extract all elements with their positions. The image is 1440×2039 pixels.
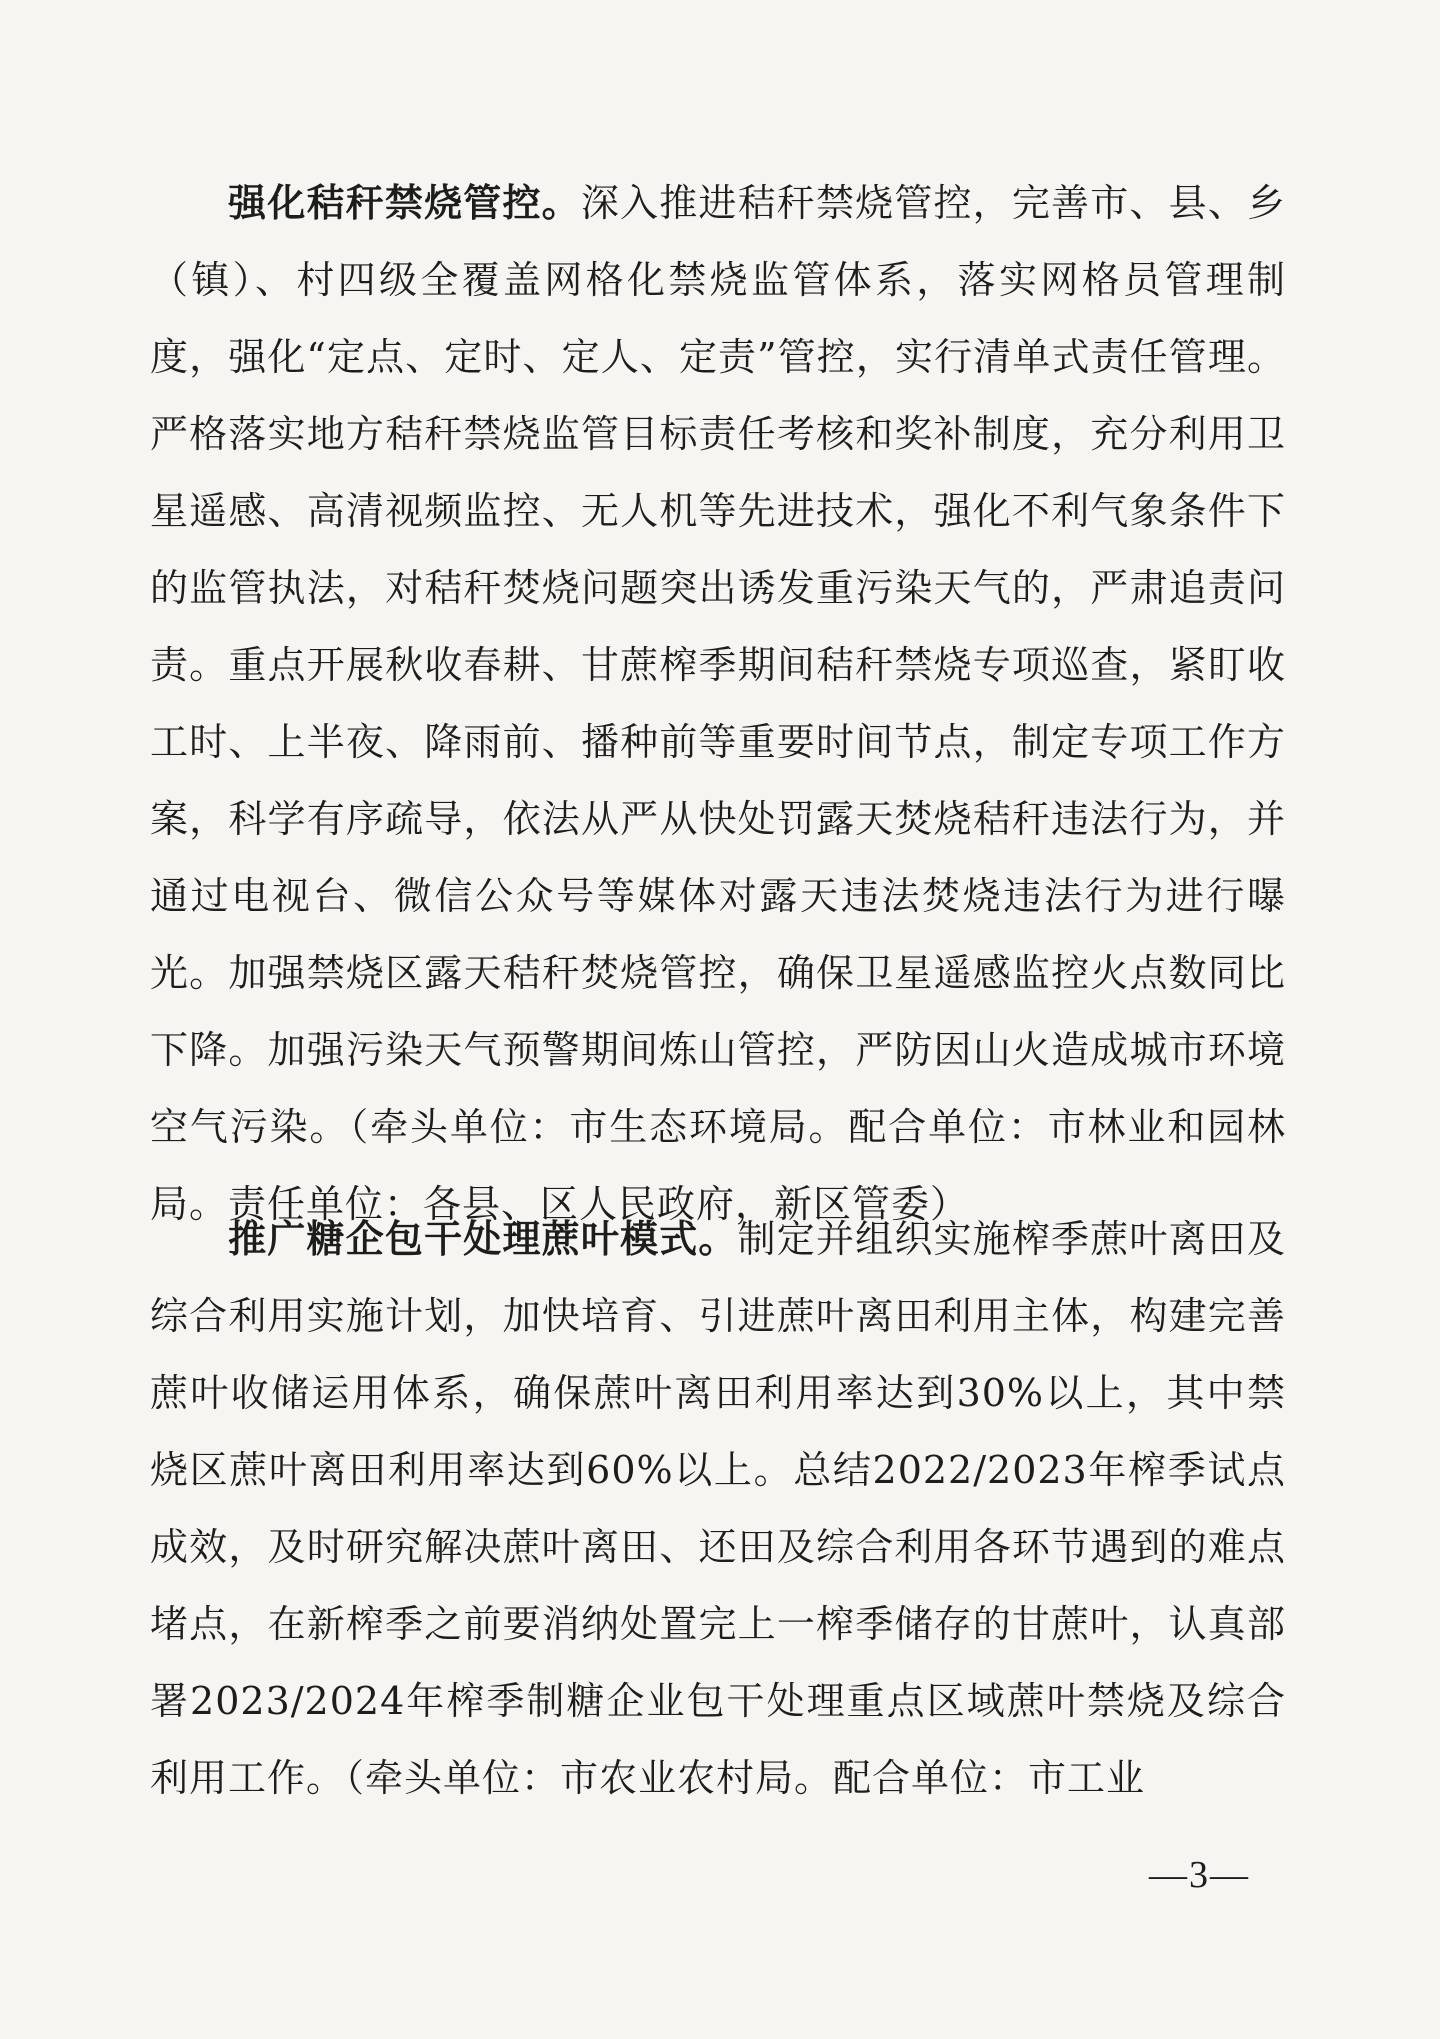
paragraph-body: 深入推进秸秆禁烧管控，完善市、县、乡（镇）、村四级全覆盖网格化禁烧监管体系，落实网格员管理制度，强化“定点、定时、定人、定责”管控，实行清单式责任管理。严格落实地方秸秆禁烧监管目标责任考核和奖补制度，充分利用卫星遥感、高清视频监控、无人机等先进技术，强化不利气象条件下的监管执法，对秸秆焚烧问题突出诱发重污染天气的，严肃追责问责。重点开展秋收春耕、甘蔗榨季期间秸秆禁烧专项巡查，紧盯收工时、上半夜、降雨前、播种前等重要时间节点，制定专项工作方案，科学有序疏导，依法从严从快处罚露天焚烧秸秆违法行为，并通过电视台、微信公众号等媒体对露天违法焚烧违法行为进行曝光。加强禁烧区露天秸秆焚烧管控，确保卫星遥感监控火点数同比下降。加强污染天气预警期间炼山管控，严防因山火造成城市环境空气污染。 (150, 181, 1286, 1149)
responsible-units-note: （牵头单位：市农业农村局。配合单位：市工业 (345, 1756, 1146, 1800)
paragraph-straw-burning-control (150, 165, 1286, 1243)
page-number: —3— (1149, 1854, 1250, 1896)
responsible-units-note: （牵头单位：市生态环境局。配合单位：市林业和园林局。责任单位：各县、区人民政府，新区管委） (150, 1105, 1286, 1226)
paragraph-sugarcane-leaf-model (150, 1201, 1286, 1817)
paragraph-body: 制定并组织实施榨季蔗叶离田及综合利用实施计划，加快培育、引进蔗叶离田利用主体，构建完善蔗叶收储运用体系，确保蔗叶离田利用率达到30%以上，其中禁烧区蔗叶离田利用率达到60%以上。总结2022/2023年榨季试点成效，及时研究解决蔗叶离田、还田及综合利用各环节遇到的难点堵点，在新榨季之前要消纳处置完上一榨季储存的甘蔗叶，认真部署2023/2024年榨季制糖企业包干处理重点区域蔗叶禁烧及综合利用工作。 (150, 1217, 1286, 1800)
paragraph-heading: 强化秸秆禁烧管控。 (228, 181, 581, 225)
paragraph-heading: 推广糖企包干处理蔗叶模式。 (228, 1217, 738, 1261)
